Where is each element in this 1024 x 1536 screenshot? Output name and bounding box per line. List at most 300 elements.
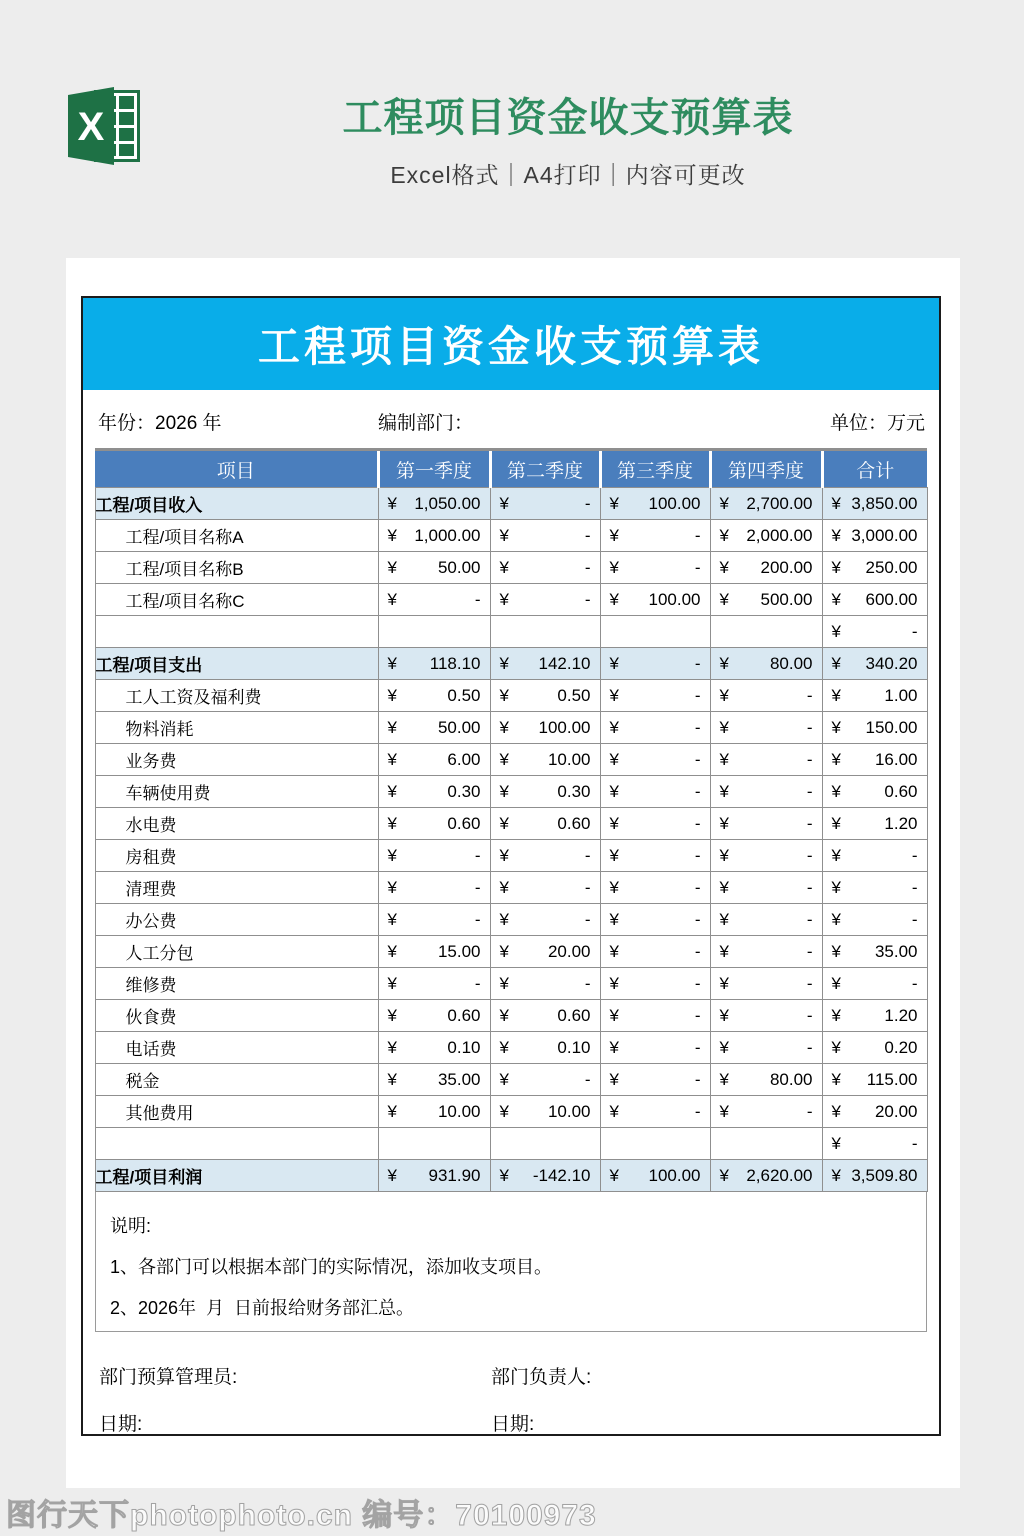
signature-label: 日期: xyxy=(99,1414,143,1435)
amount-value: 0.60 xyxy=(557,1005,591,1025)
amount-cell xyxy=(710,712,822,744)
currency-symbol: ¥ xyxy=(831,973,841,993)
currency-symbol: ¥ xyxy=(387,941,397,961)
currency-symbol: ¥ xyxy=(387,1037,397,1057)
amount-value: - xyxy=(806,973,813,993)
table-row xyxy=(95,552,927,584)
currency-symbol: ¥ xyxy=(499,717,509,737)
amount-value: - xyxy=(474,909,481,929)
meta-row xyxy=(98,402,925,440)
currency-symbol: ¥ xyxy=(719,493,729,513)
amount-cell xyxy=(490,1032,600,1064)
amount-value: 0.30 xyxy=(557,781,591,801)
currency-symbol: ¥ xyxy=(831,877,841,897)
amount-value: - xyxy=(694,557,701,577)
currency-symbol: ¥ xyxy=(387,653,397,673)
row-label: 工程/项目利润 xyxy=(95,1160,378,1192)
table-row xyxy=(95,872,927,904)
amount-cell xyxy=(822,648,927,680)
amount-cell xyxy=(490,616,600,648)
row-label: 维修费 xyxy=(95,968,378,1000)
currency-symbol: ¥ xyxy=(831,813,841,833)
amount-cell xyxy=(600,520,710,552)
amount-cell xyxy=(822,968,927,1000)
amount-value: - xyxy=(474,973,481,993)
amount-value: 10.00 xyxy=(437,1101,481,1121)
amount-cell xyxy=(490,840,600,872)
amount-cell xyxy=(710,776,822,808)
amount-cell xyxy=(600,680,710,712)
currency-symbol: ¥ xyxy=(831,589,841,609)
currency-symbol: ¥ xyxy=(719,973,729,993)
amount-cell xyxy=(600,776,710,808)
currency-symbol: ¥ xyxy=(499,973,509,993)
currency-symbol: ¥ xyxy=(719,653,729,673)
currency-symbol: ¥ xyxy=(499,909,509,929)
amount-cell xyxy=(378,776,490,808)
amount-cell xyxy=(822,520,927,552)
currency-symbol: ¥ xyxy=(387,909,397,929)
amount-cell xyxy=(378,680,490,712)
amount-cell xyxy=(490,776,600,808)
amount-cell xyxy=(378,1032,490,1064)
currency-symbol: ¥ xyxy=(499,1101,509,1121)
currency-symbol: ¥ xyxy=(831,525,841,545)
amount-value: 142.10 xyxy=(538,653,591,673)
amount-cell xyxy=(600,808,710,840)
currency-symbol: ¥ xyxy=(719,717,729,737)
amount-cell xyxy=(822,904,927,936)
currency-symbol: ¥ xyxy=(499,781,509,801)
table-row xyxy=(95,808,927,840)
amount-value: - xyxy=(694,717,701,737)
amount-cell xyxy=(822,808,927,840)
currency-symbol: ¥ xyxy=(387,557,397,577)
currency-symbol: ¥ xyxy=(609,653,619,673)
amount-value: - xyxy=(584,877,591,897)
amount-cell xyxy=(378,808,490,840)
amount-value: 118.10 xyxy=(429,653,481,673)
amount-value: - xyxy=(911,909,918,929)
amount-value: 16.00 xyxy=(874,749,918,769)
amount-value: - xyxy=(694,813,701,833)
amount-value: 250.00 xyxy=(865,557,918,577)
amount-cell xyxy=(490,872,600,904)
amount-cell xyxy=(378,648,490,680)
currency-symbol: ¥ xyxy=(499,1037,509,1057)
currency-symbol: ¥ xyxy=(499,557,509,577)
amount-value: - xyxy=(584,493,591,513)
currency-symbol: ¥ xyxy=(831,653,841,673)
amount-cell xyxy=(490,1000,600,1032)
page-subtitle: Excel格式｜A4打印｜内容可更改 xyxy=(390,162,746,188)
amount-cell xyxy=(378,840,490,872)
row-label: 办公费 xyxy=(95,904,378,936)
amount-value: 1.20 xyxy=(884,813,918,833)
currency-symbol: ¥ xyxy=(719,1165,729,1185)
amount-cell xyxy=(710,872,822,904)
amount-cell xyxy=(490,744,600,776)
meta-unit: 单位：万元 xyxy=(829,412,925,434)
amount-value: 15.00 xyxy=(437,941,481,961)
amount-cell xyxy=(822,552,927,584)
amount-cell xyxy=(822,840,927,872)
sheet-banner xyxy=(83,298,939,390)
currency-symbol: ¥ xyxy=(387,685,397,705)
currency-symbol: ¥ xyxy=(609,813,619,833)
budget-table-head-row xyxy=(95,450,927,488)
table-row xyxy=(95,584,927,616)
amount-value: 2,000.00 xyxy=(746,525,813,545)
amount-cell xyxy=(822,1032,927,1064)
currency-symbol: ¥ xyxy=(831,749,841,769)
row-label: 物料消耗 xyxy=(95,712,378,744)
row-label: 电话费 xyxy=(95,1032,378,1064)
currency-symbol: ¥ xyxy=(719,685,729,705)
currency-symbol: ¥ xyxy=(719,1037,729,1057)
amount-cell xyxy=(600,968,710,1000)
currency-symbol: ¥ xyxy=(609,973,619,993)
page-title: 工程项目资金收支预算表 xyxy=(342,96,794,140)
amount-cell xyxy=(600,872,710,904)
amount-value: - xyxy=(911,973,918,993)
signature-label: 部门负责人: xyxy=(491,1367,592,1388)
amount-cell xyxy=(600,904,710,936)
amount-value: - xyxy=(694,845,701,865)
amount-value: - xyxy=(806,845,813,865)
table-row xyxy=(95,1000,927,1032)
currency-symbol: ¥ xyxy=(387,493,397,513)
amount-value: 35.00 xyxy=(874,941,918,961)
amount-cell xyxy=(710,520,822,552)
row-label: 工人工资及福利费 xyxy=(95,680,378,712)
amount-cell xyxy=(822,1064,927,1096)
currency-symbol: ¥ xyxy=(831,621,841,641)
amount-value: 500.00 xyxy=(760,589,813,609)
row-label: 税金 xyxy=(95,1064,378,1096)
currency-symbol: ¥ xyxy=(831,909,841,929)
amount-cell xyxy=(490,712,600,744)
currency-symbol: ¥ xyxy=(831,1165,841,1185)
row-label: 工程/项目名称B xyxy=(95,552,378,584)
amount-value: - xyxy=(911,845,918,865)
currency-symbol: ¥ xyxy=(719,1101,729,1121)
amount-value: 3,000.00 xyxy=(851,525,918,545)
amount-value: 340.20 xyxy=(865,653,918,673)
amount-value: - xyxy=(584,973,591,993)
currency-symbol: ¥ xyxy=(609,685,619,705)
note-line: 1、各部门可以根据本部门的实际情况，添加收支项目。 xyxy=(110,1257,553,1277)
amount-cell xyxy=(710,968,822,1000)
amount-value: - xyxy=(694,1037,701,1057)
table-row xyxy=(95,1032,927,1064)
currency-symbol: ¥ xyxy=(387,877,397,897)
table-row xyxy=(95,840,927,872)
currency-symbol: ¥ xyxy=(609,493,619,513)
amount-cell xyxy=(378,936,490,968)
row-label: 业务费 xyxy=(95,744,378,776)
amount-cell xyxy=(600,1000,710,1032)
currency-symbol: ¥ xyxy=(609,589,619,609)
amount-cell xyxy=(378,872,490,904)
currency-symbol: ¥ xyxy=(719,813,729,833)
amount-value: - xyxy=(694,973,701,993)
amount-cell xyxy=(378,904,490,936)
column-header-2: 第二季度 xyxy=(490,450,600,488)
currency-symbol: ¥ xyxy=(499,877,509,897)
row-label: 清理费 xyxy=(95,872,378,904)
amount-value: - xyxy=(911,877,918,897)
currency-symbol: ¥ xyxy=(387,813,397,833)
currency-symbol: ¥ xyxy=(831,1069,841,1089)
table-row xyxy=(95,616,927,648)
amount-value: 0.10 xyxy=(447,1037,481,1057)
amount-value: 200.00 xyxy=(760,557,813,577)
amount-value: - xyxy=(806,717,813,737)
amount-cell xyxy=(378,712,490,744)
amount-cell xyxy=(710,1128,822,1160)
amount-value: - xyxy=(474,877,481,897)
amount-value: - xyxy=(806,685,813,705)
meta-year: 年份：2026 年 xyxy=(98,412,222,434)
currency-symbol: ¥ xyxy=(387,845,397,865)
currency-symbol: ¥ xyxy=(387,717,397,737)
amount-cell xyxy=(600,744,710,776)
amount-cell xyxy=(710,488,822,520)
currency-symbol: ¥ xyxy=(719,1069,729,1089)
budget-table xyxy=(95,448,928,1192)
amount-cell xyxy=(378,584,490,616)
amount-value: 80.00 xyxy=(769,1069,813,1089)
currency-symbol: ¥ xyxy=(609,845,619,865)
amount-value: - xyxy=(694,685,701,705)
amount-value: 0.60 xyxy=(447,1005,481,1025)
amount-cell xyxy=(822,936,927,968)
amount-value: 6.00 xyxy=(447,749,481,769)
amount-cell xyxy=(822,1096,927,1128)
currency-symbol: ¥ xyxy=(387,589,397,609)
signature-label: 日期: xyxy=(491,1414,535,1435)
amount-cell xyxy=(710,936,822,968)
amount-cell xyxy=(710,1160,822,1192)
amount-cell xyxy=(822,680,927,712)
amount-cell xyxy=(822,584,927,616)
amount-cell xyxy=(600,936,710,968)
note-line: 2、2026年 月 日前报给财务部汇总。 xyxy=(110,1298,415,1318)
row-label: 其他费用 xyxy=(95,1096,378,1128)
currency-symbol: ¥ xyxy=(499,1165,509,1185)
amount-cell xyxy=(378,744,490,776)
amount-cell xyxy=(490,936,600,968)
table-row xyxy=(95,968,927,1000)
amount-cell xyxy=(710,680,822,712)
amount-cell xyxy=(490,520,600,552)
currency-symbol: ¥ xyxy=(609,877,619,897)
currency-symbol: ¥ xyxy=(831,493,841,513)
amount-cell xyxy=(822,488,927,520)
row-label xyxy=(95,616,378,648)
amount-cell xyxy=(710,808,822,840)
amount-cell xyxy=(600,648,710,680)
amount-value: -142.10 xyxy=(532,1165,591,1185)
amount-value: 100.00 xyxy=(538,717,591,737)
amount-cell xyxy=(600,616,710,648)
column-header-4: 第四季度 xyxy=(710,450,822,488)
amount-cell xyxy=(600,552,710,584)
currency-symbol: ¥ xyxy=(609,749,619,769)
table-row xyxy=(95,1096,927,1128)
currency-symbol: ¥ xyxy=(831,1133,841,1153)
amount-cell xyxy=(600,584,710,616)
amount-value: 100.00 xyxy=(648,493,701,513)
amount-value: 80.00 xyxy=(769,653,813,673)
amount-value: 0.20 xyxy=(884,1037,918,1057)
currency-symbol: ¥ xyxy=(719,557,729,577)
currency-symbol: ¥ xyxy=(609,1165,619,1185)
amount-value: - xyxy=(694,1101,701,1121)
signature-left-column xyxy=(99,1362,491,1456)
signature-area xyxy=(99,1362,939,1456)
currency-symbol: ¥ xyxy=(831,717,841,737)
amount-value: 1,050.00 xyxy=(414,493,481,513)
amount-cell xyxy=(378,1000,490,1032)
amount-value: 0.10 xyxy=(557,1037,591,1057)
amount-value: 3,850.00 xyxy=(851,493,918,513)
amount-value: 1.20 xyxy=(884,1005,918,1025)
signature-label: 部门预算管理员: xyxy=(99,1367,238,1388)
amount-cell xyxy=(378,1064,490,1096)
amount-cell xyxy=(710,552,822,584)
amount-cell xyxy=(710,584,822,616)
amount-cell xyxy=(710,1096,822,1128)
amount-cell xyxy=(490,1160,600,1192)
currency-symbol: ¥ xyxy=(609,525,619,545)
currency-symbol: ¥ xyxy=(831,941,841,961)
currency-symbol: ¥ xyxy=(719,749,729,769)
amount-value: - xyxy=(806,1005,813,1025)
amount-cell xyxy=(822,744,927,776)
svg-text:X: X xyxy=(77,105,105,149)
currency-symbol: ¥ xyxy=(719,941,729,961)
currency-symbol: ¥ xyxy=(831,557,841,577)
currency-symbol: ¥ xyxy=(499,941,509,961)
row-label: 工程/项目名称C xyxy=(95,584,378,616)
amount-value: - xyxy=(806,1037,813,1057)
amount-value: 3,509.80 xyxy=(851,1165,918,1185)
amount-value: 115.00 xyxy=(866,1069,918,1089)
currency-symbol: ¥ xyxy=(719,525,729,545)
amount-value: - xyxy=(806,813,813,833)
table-row xyxy=(95,1064,927,1096)
amount-cell xyxy=(600,712,710,744)
amount-value: 50.00 xyxy=(437,557,481,577)
amount-value: - xyxy=(694,1069,701,1089)
currency-symbol: ¥ xyxy=(609,1005,619,1025)
table-row xyxy=(95,488,927,520)
amount-value: 150.00 xyxy=(865,717,918,737)
amount-value: - xyxy=(694,525,701,545)
sheet-inner-box xyxy=(81,296,941,1436)
amount-cell xyxy=(490,1128,600,1160)
column-header-0: 项目 xyxy=(95,450,378,488)
amount-cell xyxy=(822,1000,927,1032)
currency-symbol: ¥ xyxy=(609,909,619,929)
amount-value: - xyxy=(694,749,701,769)
amount-value: - xyxy=(584,1069,591,1089)
table-row xyxy=(95,520,927,552)
amount-value: - xyxy=(474,845,481,865)
amount-value: - xyxy=(584,845,591,865)
sheet-card xyxy=(66,258,960,1488)
sheet-banner-title: 工程项目资金收支预算表 xyxy=(257,323,764,370)
amount-value: 0.50 xyxy=(447,685,481,705)
column-header-3: 第三季度 xyxy=(600,450,710,488)
currency-symbol: ¥ xyxy=(387,525,397,545)
amount-value: - xyxy=(584,909,591,929)
currency-symbol: ¥ xyxy=(499,589,509,609)
amount-cell xyxy=(490,904,600,936)
amount-cell xyxy=(378,1096,490,1128)
currency-symbol: ¥ xyxy=(831,1101,841,1121)
amount-value: - xyxy=(584,525,591,545)
row-label: 水电费 xyxy=(95,808,378,840)
amount-value: - xyxy=(694,1005,701,1025)
amount-cell xyxy=(490,488,600,520)
currency-symbol: ¥ xyxy=(387,781,397,801)
currency-symbol: ¥ xyxy=(719,1005,729,1025)
amount-cell xyxy=(710,744,822,776)
currency-symbol: ¥ xyxy=(499,685,509,705)
row-label: 工程/项目收入 xyxy=(95,488,378,520)
amount-value: - xyxy=(584,589,591,609)
amount-cell xyxy=(710,1000,822,1032)
table-row xyxy=(95,648,927,680)
row-label: 工程/项目名称A xyxy=(95,520,378,552)
meta-department: 编制部门： xyxy=(378,412,474,434)
amount-value: - xyxy=(694,909,701,929)
currency-symbol: ¥ xyxy=(719,877,729,897)
amount-value: 1,000.00 xyxy=(414,525,481,545)
currency-symbol: ¥ xyxy=(387,1101,397,1121)
currency-symbol: ¥ xyxy=(831,685,841,705)
signature-right-column xyxy=(491,1362,939,1456)
amount-cell xyxy=(378,1160,490,1192)
currency-symbol: ¥ xyxy=(609,717,619,737)
amount-cell xyxy=(710,1032,822,1064)
currency-symbol: ¥ xyxy=(719,781,729,801)
amount-value: - xyxy=(694,653,701,673)
amount-cell xyxy=(600,1128,710,1160)
amount-value: 100.00 xyxy=(648,589,701,609)
currency-symbol: ¥ xyxy=(499,493,509,513)
table-row xyxy=(95,680,927,712)
row-label: 车辆使用费 xyxy=(95,776,378,808)
amount-value: - xyxy=(806,749,813,769)
notes-box xyxy=(95,1192,927,1332)
currency-symbol: ¥ xyxy=(499,813,509,833)
amount-value: - xyxy=(911,621,918,641)
table-row xyxy=(95,904,927,936)
amount-value: 0.30 xyxy=(447,781,481,801)
currency-symbol: ¥ xyxy=(609,941,619,961)
amount-value: - xyxy=(694,781,701,801)
amount-value: - xyxy=(584,557,591,577)
currency-symbol: ¥ xyxy=(831,1005,841,1025)
currency-symbol: ¥ xyxy=(831,845,841,865)
amount-cell xyxy=(378,488,490,520)
currency-symbol: ¥ xyxy=(387,1005,397,1025)
currency-symbol: ¥ xyxy=(499,749,509,769)
